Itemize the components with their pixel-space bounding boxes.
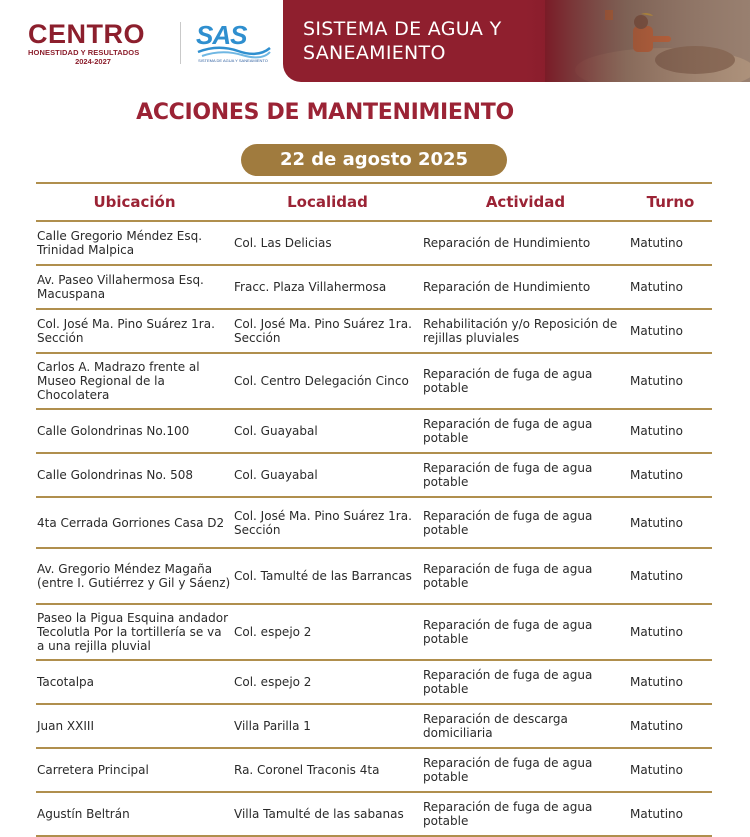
maintenance-table	[36, 182, 712, 837]
cell-actividad: Reparación de fuga de agua potable	[422, 748, 629, 792]
table-row	[36, 748, 712, 792]
cell-turno: Matutino	[629, 309, 712, 353]
table-row	[36, 548, 712, 604]
sas-logo	[194, 18, 272, 70]
cell-localidad: Col. Tamulté de las Barrancas	[233, 548, 422, 604]
cell-localidad: Fracc. Plaza Villahermosa	[233, 265, 422, 309]
cell-turno: Matutino	[629, 497, 712, 548]
cell-actividad: Reparación de fuga de agua potable	[422, 497, 629, 548]
centro-logo-tagline: HONESTIDAD Y RESULTADOS	[28, 48, 140, 57]
centro-logo-years: 2024-2027	[75, 57, 111, 66]
cell-localidad: Villa Parilla 1	[233, 704, 422, 748]
cell-actividad: Reparación de Hundimiento	[422, 221, 629, 265]
worker-photo	[545, 0, 750, 82]
cell-actividad: Reparación de fuga de agua potable	[422, 548, 629, 604]
cell-ubicacion: Agustín Beltrán	[36, 792, 233, 836]
cell-localidad: Col. espejo 2	[233, 604, 422, 660]
cell-turno: Matutino	[629, 548, 712, 604]
cell-ubicacion: Calle Gregorio Méndez Esq. Trinidad Malpica	[36, 221, 233, 265]
cell-actividad: Reparación de descarga domiciliaria	[422, 704, 629, 748]
cell-actividad: Reparación de fuga de agua potable	[422, 353, 629, 409]
cell-turno: Matutino	[629, 704, 712, 748]
cell-localidad: Col. José Ma. Pino Suárez 1ra. Sección	[233, 309, 422, 353]
cell-actividad: Rehabilitación y/o Reposición de rejillas pluviales	[422, 309, 629, 353]
cell-ubicacion: Juan XXIII	[36, 704, 233, 748]
logo-divider	[180, 22, 181, 64]
cell-actividad: Reparación de fuga de agua potable	[422, 409, 629, 453]
cell-ubicacion: Av. Paseo Villahermosa Esq. Macuspana	[36, 265, 233, 309]
page-title: ACCIONES DE MANTENIMIENTO	[136, 100, 514, 125]
cell-turno: Matutino	[629, 792, 712, 836]
cell-localidad: Col. Guayabal	[233, 453, 422, 497]
sas-logo-subtitle: SISTEMA DE AGUA Y SANEAMIENTO	[198, 58, 268, 63]
cell-ubicacion: Carlos A. Madrazo frente al Museo Regional de la Chocolatera	[36, 353, 233, 409]
cell-ubicacion: Av. Gregorio Méndez Magaña (entre I. Gutiérrez y Gil y Sáenz)	[36, 548, 233, 604]
date-badge: 22 de agosto 2025	[241, 144, 507, 176]
cell-actividad: Reparación de fuga de agua potable	[422, 792, 629, 836]
column-header-turno: Turno	[629, 183, 712, 221]
cell-localidad: Ra. Coronel Traconis 4ta	[233, 748, 422, 792]
cell-localidad: Col. Guayabal	[233, 409, 422, 453]
table-row	[36, 353, 712, 409]
cell-actividad: Reparación de fuga de agua potable	[422, 660, 629, 704]
cell-ubicacion: Carretera Principal	[36, 748, 233, 792]
sas-logo-word: SAS	[196, 20, 247, 50]
table-row	[36, 265, 712, 309]
column-header-actividad: Actividad	[422, 183, 629, 221]
header	[0, 0, 750, 84]
cell-ubicacion: Paseo la Pigua Esquina andador Tecolutla Por la tortillería se va a una rejilla pluvial	[36, 604, 233, 660]
table-row	[36, 704, 712, 748]
centro-logo-word: CENTRO	[28, 19, 145, 49]
table-row	[36, 792, 712, 836]
cell-actividad: Reparación de fuga de agua potable	[422, 604, 629, 660]
cell-localidad: Col. Centro Delegación Cinco	[233, 353, 422, 409]
cell-actividad: Reparación de Hundimiento	[422, 265, 629, 309]
table-row	[36, 604, 712, 660]
cell-turno: Matutino	[629, 604, 712, 660]
cell-turno: Matutino	[629, 660, 712, 704]
cell-ubicacion: Calle Golondrinas No.100	[36, 409, 233, 453]
table-row	[36, 660, 712, 704]
cell-turno: Matutino	[629, 453, 712, 497]
cell-ubicacion: Tacotalpa	[36, 660, 233, 704]
cell-localidad: Col. espejo 2	[233, 660, 422, 704]
table-row	[36, 221, 712, 265]
cell-turno: Matutino	[629, 221, 712, 265]
column-header-ubicacion: Ubicación	[36, 183, 233, 221]
header-banner	[283, 0, 750, 82]
cell-turno: Matutino	[629, 353, 712, 409]
table-row	[36, 309, 712, 353]
banner-title: SISTEMA DE AGUA Y SANEAMIENTO	[303, 18, 502, 64]
cell-ubicacion: Col. José Ma. Pino Suárez 1ra. Sección	[36, 309, 233, 353]
cell-localidad: Col. José Ma. Pino Suárez 1ra. Sección	[233, 497, 422, 548]
table-header-row	[36, 183, 712, 221]
cell-actividad: Reparación de fuga de agua potable	[422, 453, 629, 497]
table-row	[36, 497, 712, 548]
cell-turno: Matutino	[629, 748, 712, 792]
table-row	[36, 409, 712, 453]
cell-localidad: Col. Las Delicias	[233, 221, 422, 265]
column-header-localidad: Localidad	[233, 183, 422, 221]
cell-turno: Matutino	[629, 409, 712, 453]
cell-ubicacion: Calle Golondrinas No. 508	[36, 453, 233, 497]
cell-ubicacion: 4ta Cerrada Gorriones Casa D2	[36, 497, 233, 548]
cell-turno: Matutino	[629, 265, 712, 309]
centro-logo	[28, 20, 168, 66]
cell-localidad: Villa Tamulté de las sabanas	[233, 792, 422, 836]
table-row	[36, 453, 712, 497]
